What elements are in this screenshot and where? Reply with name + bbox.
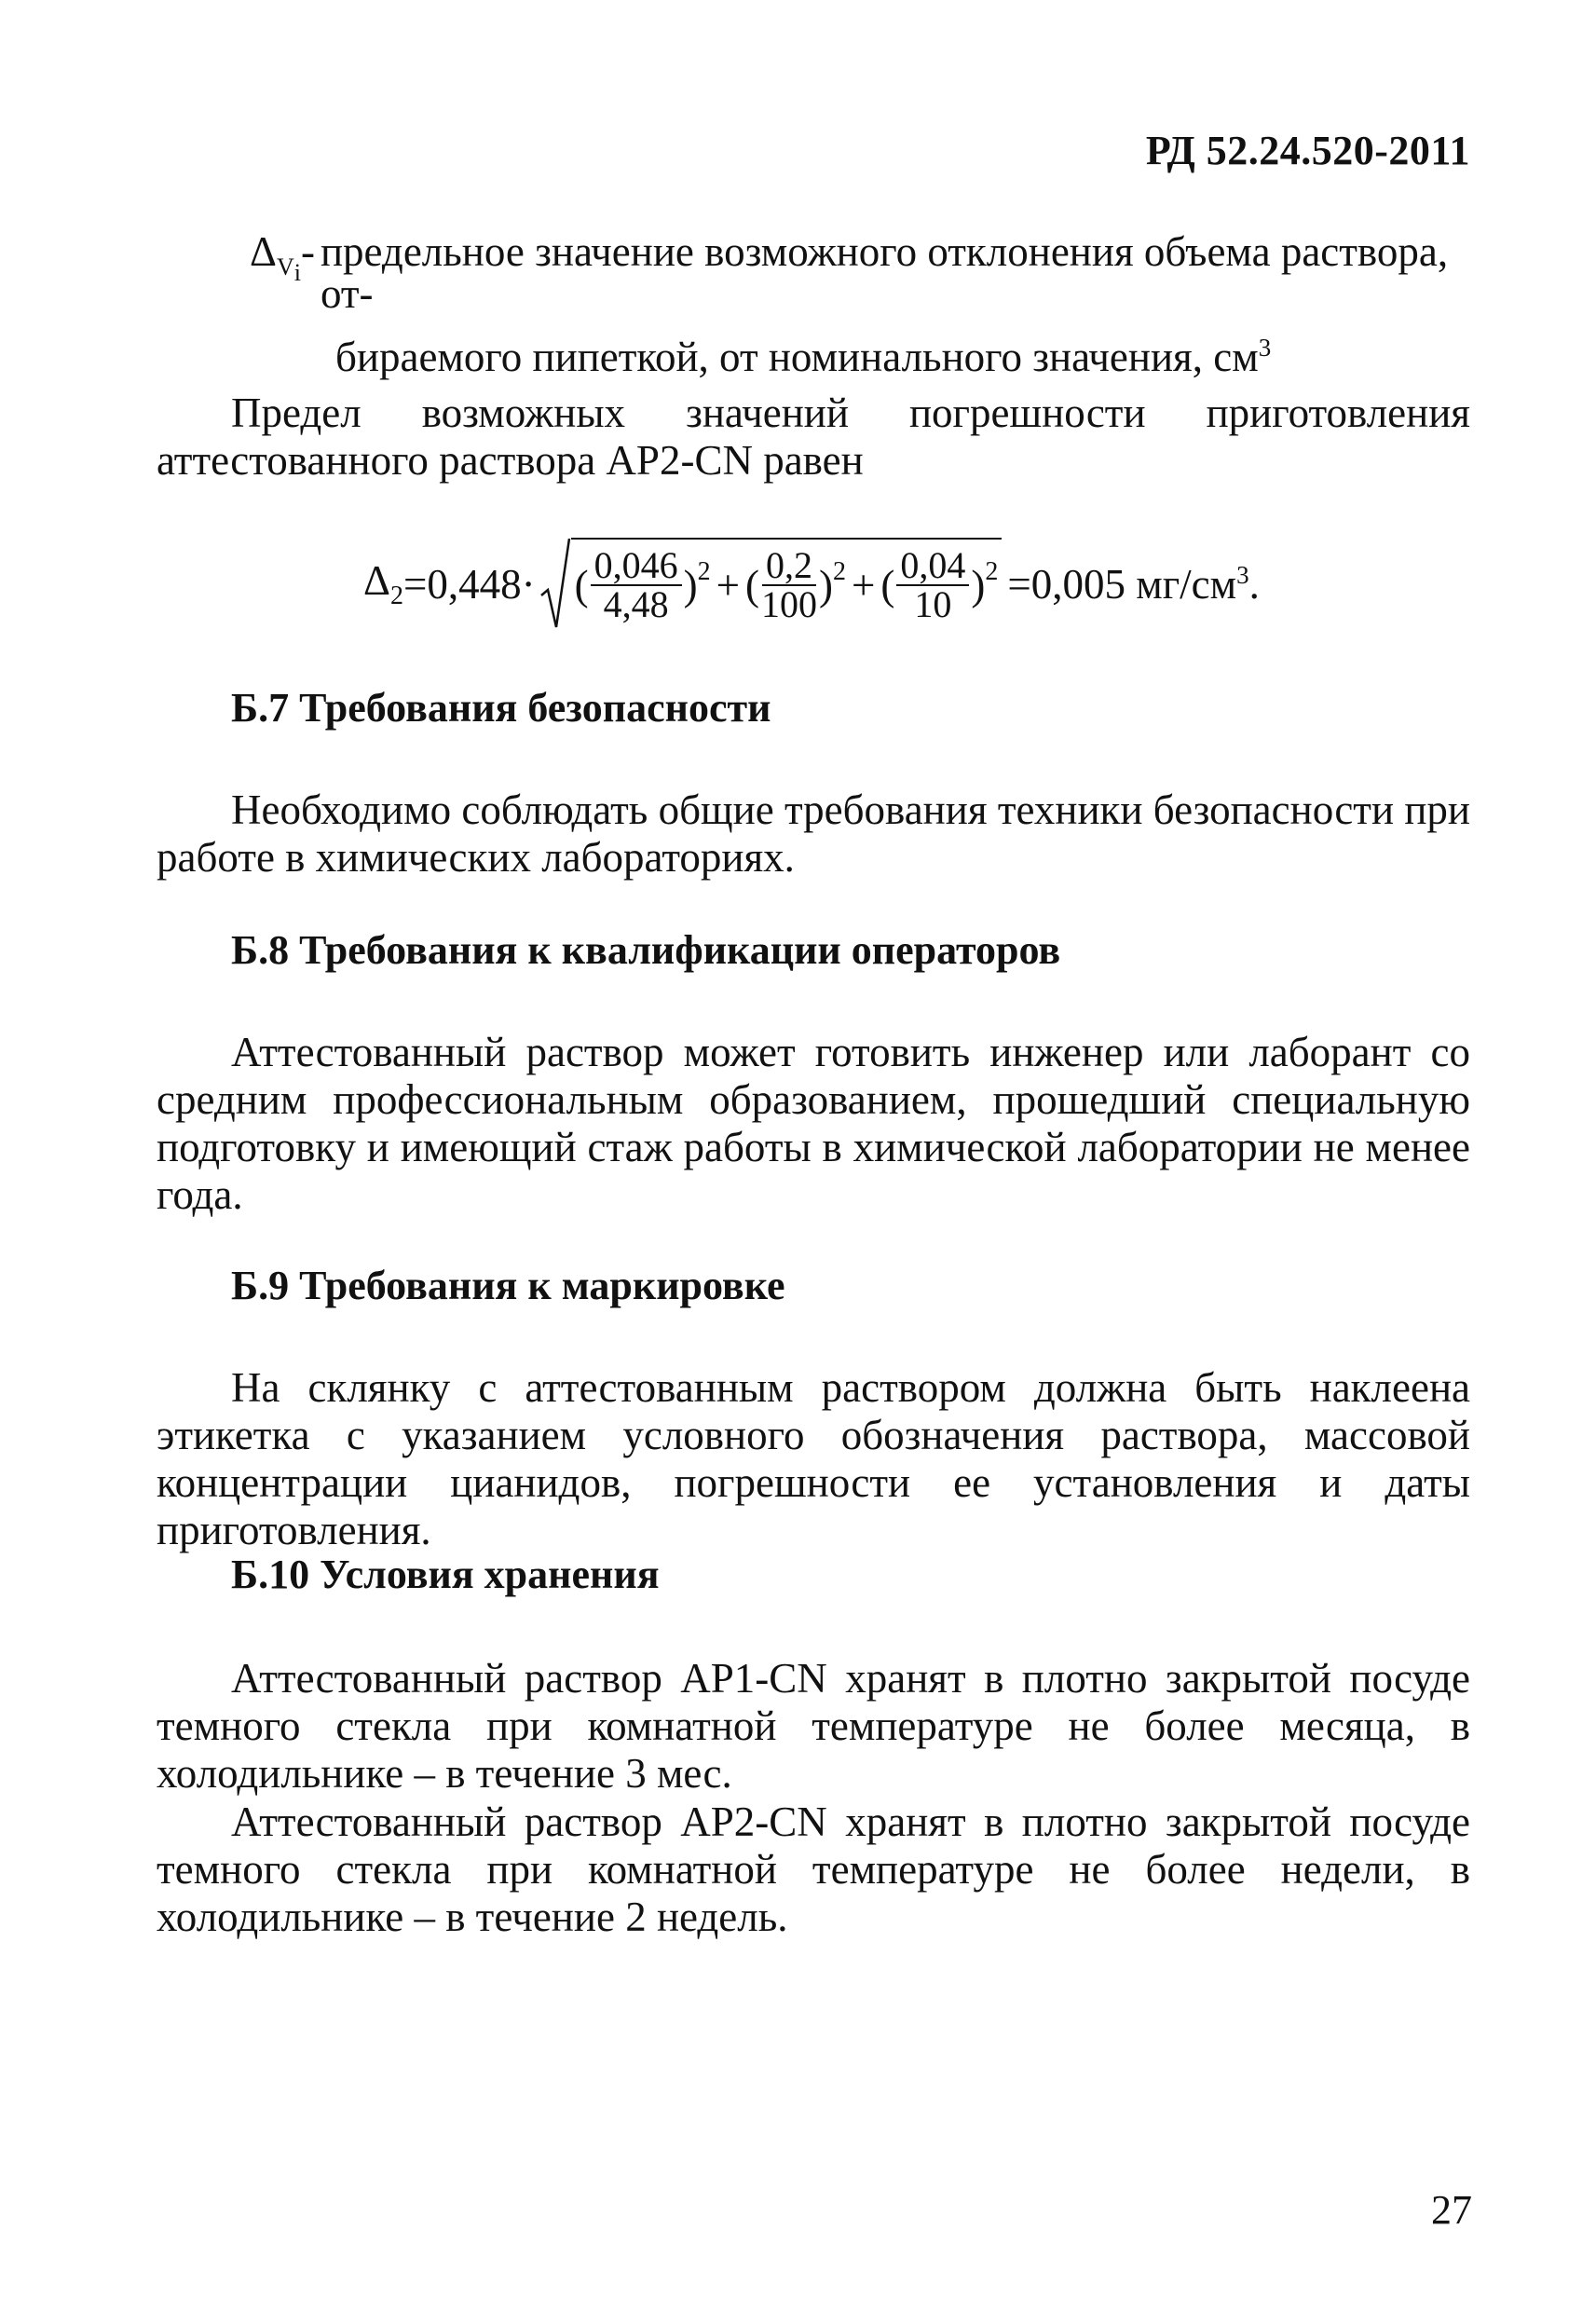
section-b10-paragraph-1: Аттестованный раствор АР1-CN хранят в плотно закрытой посуде темного стекла при комнатной температуре не более месяца, в холодильнике – в течение 3 мес.: [157, 1655, 1470, 1797]
formula-term-1: ( $\frac{0,046}{4,48}$ ) 2: [574, 544, 711, 625]
error-formula: [363, 533, 1260, 636]
formula-term-3: ( $\frac{0,04}{10}$ ) 2: [880, 544, 999, 625]
square-root: [539, 538, 1003, 631]
section-b7-paragraph: Необходимо соблюдать общие требования техники безопасности при работе в химических лабораториях.: [157, 786, 1470, 881]
definition-text-line1: предельное значение возможного отклонения объема раствора, от-: [320, 228, 1449, 317]
radicand: [571, 538, 1003, 631]
section-b10-paragraph-2: Аттестованный раствор АР2-CN хранят в плотно закрытой посуде темного стекла при комнатной температуре не более недели, в холодильнике – в течение 2 недель.: [157, 1798, 1470, 1940]
formula-term-2: ( $\frac{0,2}{100}$ ) 2: [744, 544, 846, 625]
section-heading-b8: Б.8 Требования к квалификации операторов: [231, 927, 1061, 973]
section-b9-paragraph: На склянку с аттестованным раствором должна быть наклеена этикетка с указанием условного обозначения раствора, массовой концентрации цианидов, погрешности ее установления и даты приготовления.: [157, 1364, 1470, 1553]
symbol-definition: [250, 228, 1461, 380]
definition-symbol: $\Delta_{V_i}-$: [250, 228, 315, 287]
radical-sign-icon: [539, 538, 571, 631]
formula-coefficient: =0,448·: [402, 560, 536, 608]
page-number: 27: [1431, 2187, 1472, 2233]
definition-text-line2: бираемого пипеткой, от номинального значения, $см^3$: [335, 334, 1272, 380]
plus-sign: +: [851, 561, 876, 609]
section-heading-b10: Б.10 Условия хранения: [231, 1552, 660, 1597]
plus-sign: +: [716, 561, 740, 609]
formula-lhs: $\Delta_2$: [363, 556, 403, 610]
document-code: РД 52.24.520-2011: [1145, 128, 1470, 173]
formula-result: =0,005 $мг/см^3$.: [1007, 561, 1260, 608]
section-heading-b9: Б.9 Требования к маркировке: [231, 1263, 785, 1308]
section-heading-b7: Б.7 Требования безопасности: [231, 685, 771, 731]
section-b8-paragraph: Аттестованный раствор может готовить инженер или лаборант со средним профессиональным образованием, прошедший специальную подготовку и имеющий стаж работы в химической лаборатории не менее года.: [157, 1029, 1470, 1218]
intro-paragraph: Предел возможных значений погрешности приготовления аттестованного раствора АР2-CN равен: [157, 390, 1470, 484]
